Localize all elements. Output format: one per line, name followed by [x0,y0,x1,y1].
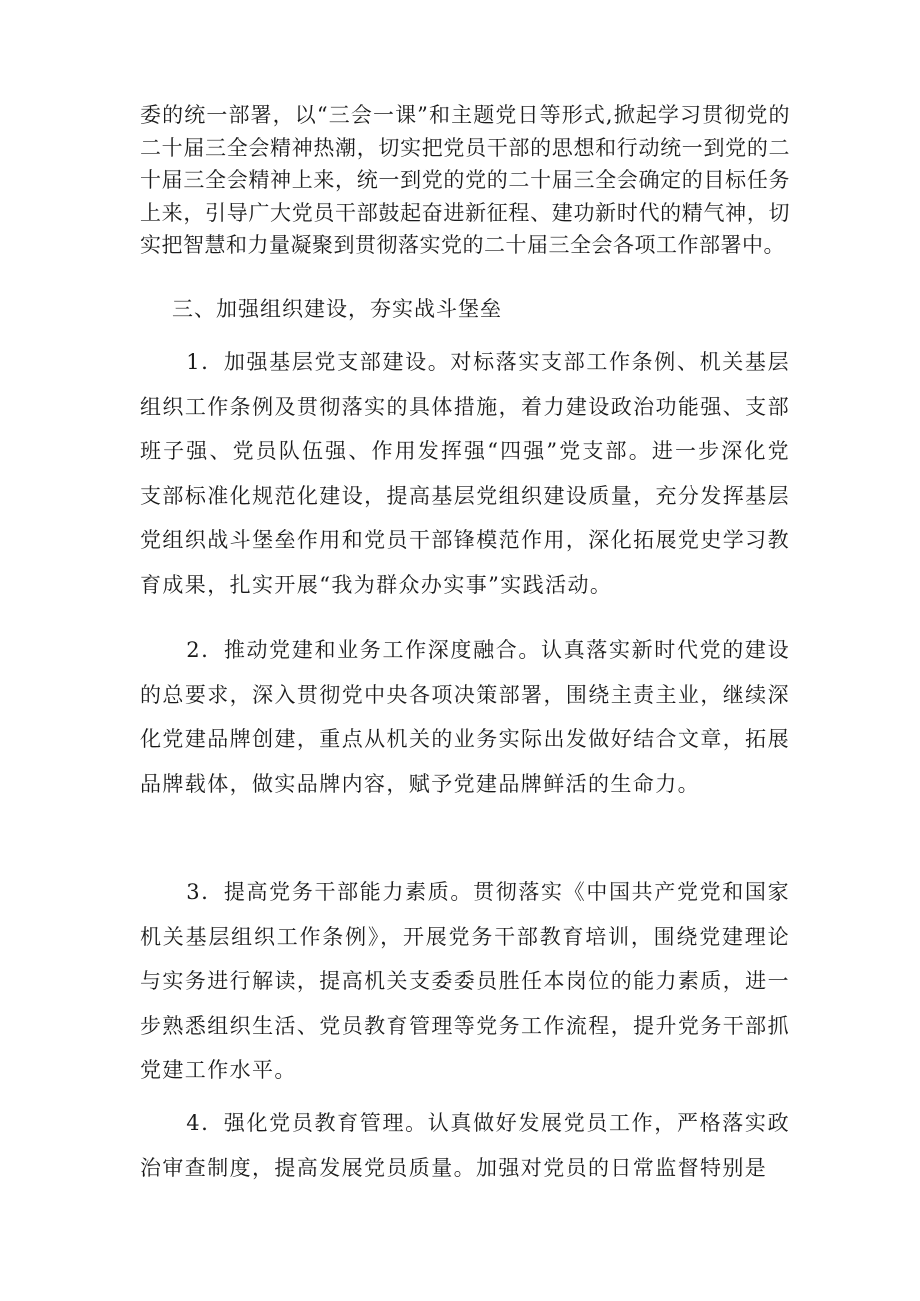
paragraph-item-1: 1．加强基层党支部建设。对标落实支部工作条例、机关基层组织工作条例及贯彻落实的具体措施，着力建设政治功能强、支部班子强、党员队伍强、作用发挥强“四强”党支部。进一步深化党支部标准化规范化建设，提高基层党组织建设质量，充分发挥基层党组织战斗堡垒作用和党员干部锋模范作用，深化拓展党史学习教育成果，扎实开展“我为群众办实事”实践活动。 [140,350,790,597]
section-heading [140,287,790,331]
paragraph-item-2: 2．推动党建和业务工作深度融合。认真落实新时代党的建设的总要求，深入贯彻党中央各项决策部署，围绕主责主业，继续深化党建品牌创建，重点从机关的业务实际出发做好结合文章，拓展品牌载体，做实品牌内容，赋予党建品牌鲜活的生命力。 [140,638,790,796]
paragraph-item-4: 4．强化党员教育管理。认真做好发展党员工作，严格落实政治审查制度，提高发展党员质量。加强对党员的日常监督特别是 [140,1111,790,1180]
paragraph-item-3: 3．提高党务干部能力素质。贯彻落实《中国共产党党和国家机关基层组织工作条例》，开展党务干部教育培训，围绕党建理论与实务进行解读，提高机关支委委员胜任本岗位的能力素质，进一步熟悉组织生活、党员教育管理等党务工作流程，提升党务干部抓党建工作水平。 [140,880,790,1082]
section-heading-text: 三、加强组织建设，夯实战斗堡垒 [172,297,502,321]
paragraph-continuation: 委的统一部署，以“三会一课”和主题党日等形式,掀起学习贯彻党的二十届三全会精神热潮，切实把党员干部的思想和行动统一到党的二十届三全会精神上来，统一到党的党的二十届三全会确定的目标任务上来，引导广大党员干部鼓起奋进新征程、建功新时代的精气神，切实把智慧和力量凝聚到贯彻落实党的二十届三全会各项工作部署中。 [140,103,790,258]
